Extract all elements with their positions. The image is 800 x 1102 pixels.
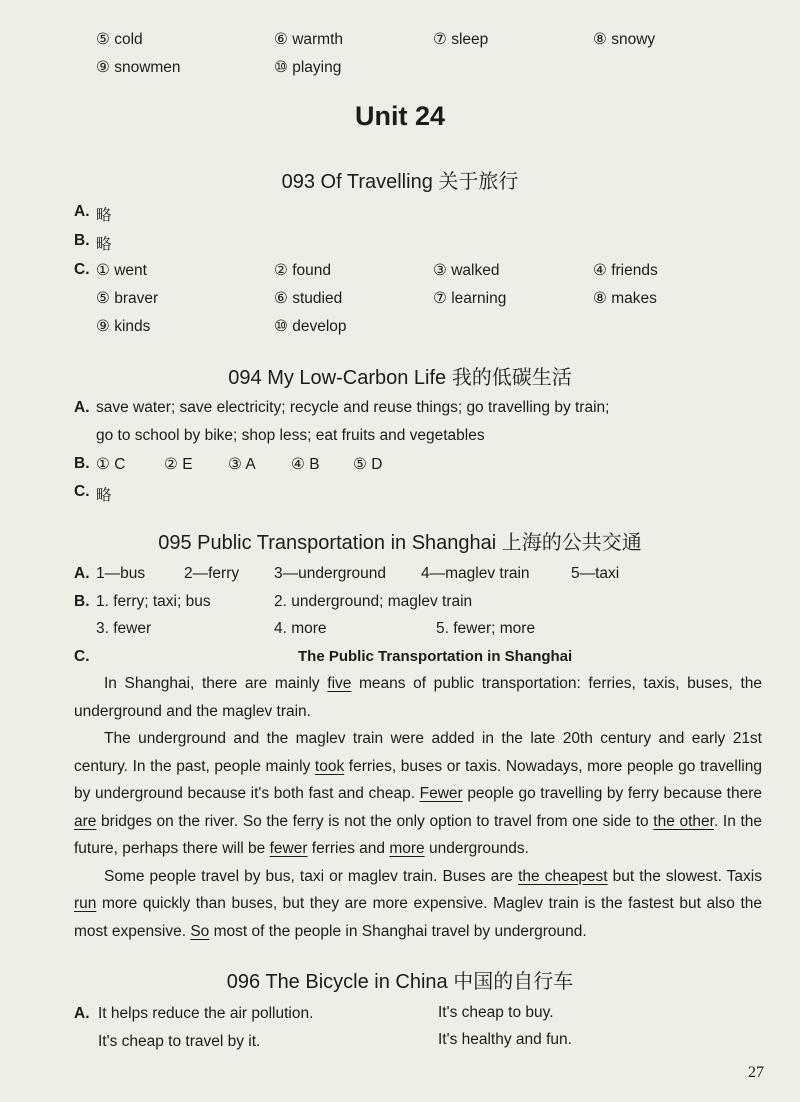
answer-text: save water; save electricity; recycle and reuse things; go travelling by train; (96, 399, 610, 416)
answer-item: ⑩ develop (274, 318, 347, 335)
answer-item: 1—bus (96, 565, 146, 582)
answer-item: ⑧ snowy (593, 31, 656, 48)
question-label: B. (74, 455, 90, 472)
answer-item: ⑨ kinds (96, 318, 151, 335)
answer-item: ⑦ sleep (433, 31, 489, 48)
filled-blank: are (74, 812, 97, 830)
filled-blank: more (389, 840, 425, 857)
passage-title: The Public Transportation in Shanghai (298, 648, 573, 665)
section-title-096: 096 The Bicycle in China 中国的自行车 (226, 971, 574, 993)
question-label: B. (74, 232, 90, 249)
answer-item: 2. underground; maglev train (274, 593, 473, 610)
section-title-095: 095 Public Transportation in Shanghai 上海的公共交通 (158, 532, 642, 554)
answer-item: ⑦ learning (433, 290, 507, 307)
answer-item: ⑨ snowmen (96, 59, 181, 76)
passage-paragraph: Some people travel by bus, taxi or maglev train. Buses are the cheapest but the slowest. Taxis run more quickly than buses, but they are more expensive. Maglev train is the fastest but also the most expensive. So most of the people in Shanghai travel by underground. (74, 867, 762, 940)
answer-item: ④ B (291, 456, 320, 473)
page-number: 27 (748, 1064, 764, 1081)
answer-item: 4—maglev train (421, 565, 530, 582)
filled-blank: run (74, 895, 97, 912)
filled-blank: So (190, 922, 210, 940)
answer-item: 5—taxi (571, 565, 620, 582)
answer-item: ③ A (228, 456, 256, 473)
question-label: A. (74, 399, 90, 416)
passage (74, 670, 762, 945)
filled-blank: took (314, 757, 345, 775)
answer-text: It's cheap to travel by it. (98, 1033, 261, 1050)
question-label: C. (74, 261, 90, 278)
answer-item: ② E (164, 456, 193, 473)
answer-item: ① C (96, 456, 126, 473)
passage-paragraph: In Shanghai, there are mainly five means of public transportation: ferries, taxis, buses, the underground and the maglev train. (74, 675, 762, 720)
answer-text: 略 (96, 487, 112, 504)
answer-item: ① went (96, 262, 147, 279)
answer-item: 3—underground (274, 565, 387, 582)
section-title-094: 094 My Low-Carbon Life 我的低碳生活 (228, 367, 572, 389)
answer-text: It helps reduce the air pollution. (98, 1005, 314, 1022)
question-label: A. (74, 203, 90, 220)
unit-title: Unit 24 (354, 101, 446, 131)
answer-item: ⑩ playing (274, 59, 342, 76)
answer-text: It's cheap to buy. (438, 1004, 554, 1021)
answer-item: ⑤ cold (96, 31, 143, 48)
filled-blank: the cheapest (518, 867, 608, 885)
filled-blank: fewer (269, 840, 308, 857)
filled-blank: five (327, 675, 352, 692)
answer-item: ④ friends (593, 262, 658, 279)
filled-blank: Fewer (419, 785, 463, 802)
answer-item: 3. fewer (96, 620, 152, 637)
filled-blank: the other (653, 812, 714, 830)
question-label: C. (74, 648, 90, 665)
question-label: B. (74, 593, 90, 610)
answer-text: It's healthy and fun. (438, 1031, 572, 1048)
answer-text: 略 (96, 207, 112, 224)
answer-text: go to school by bike; shop less; eat fruits and vegetables (96, 427, 485, 444)
answer-item: 2—ferry (184, 565, 240, 582)
question-label: A. (74, 565, 90, 582)
answer-text: 略 (96, 236, 112, 253)
answer-item: ② found (274, 262, 331, 279)
answer-item: ⑥ studied (274, 290, 343, 307)
answer-item: ⑤ braver (96, 290, 159, 307)
answer-item: 4. more (274, 620, 327, 637)
question-label: C. (74, 483, 90, 500)
passage-paragraph: The underground and the maglev train were added in the late 20th century and early 21st century. In the past, people mainly took ferries, buses or taxis. Nowadays, more people go travelling by underground because it's both fast and cheap. Fewer people go travelling by ferry because there are bridges on the river. So the ferry is not the only option to travel from one side to the other. In the future, perhaps there will be fewer ferries and more undergrounds. (74, 730, 763, 857)
question-label: A. (74, 1005, 90, 1022)
answer-item: ③ walked (433, 262, 500, 279)
answer-item: ⑥ warmth (274, 31, 344, 48)
answer-item: 5. fewer; more (436, 620, 536, 637)
answer-item: ⑧ makes (593, 290, 657, 307)
answer-item: 1. ferry; taxi; bus (96, 593, 211, 610)
answer-item: ⑤ D (353, 456, 383, 473)
section-title-093: 093 Of Travelling 关于旅行 (281, 171, 519, 193)
